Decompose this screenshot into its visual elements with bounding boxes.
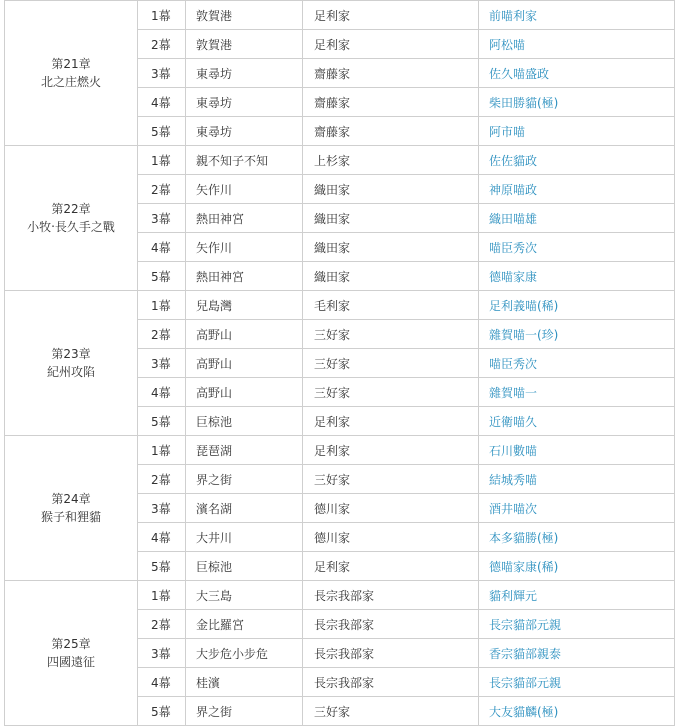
act-cell: 1幕 <box>138 1 186 30</box>
reward-link[interactable]: 德喵家康 <box>489 269 538 284</box>
reward-cell <box>479 523 675 552</box>
reward-link[interactable]: 長宗貓部元親 <box>489 675 562 690</box>
act-cell: 3幕 <box>138 349 186 378</box>
reward-link[interactable]: 前喵利家 <box>489 8 538 23</box>
reward-cell <box>479 175 675 204</box>
stage-cell: 巨椋池 <box>186 552 303 581</box>
act-cell: 2幕 <box>138 175 186 204</box>
stage-cell: 大三島 <box>186 581 303 610</box>
chapter-cell <box>5 581 138 726</box>
stage-cell: 琵琶湖 <box>186 436 303 465</box>
chapter-number: 第21章 <box>51 57 91 71</box>
reward-link[interactable]: 香宗貓部親泰 <box>489 646 562 661</box>
act-cell: 1幕 <box>138 436 186 465</box>
clan-cell: 毛利家 <box>303 291 479 320</box>
clan-cell: 長宗我部家 <box>303 668 479 697</box>
act-cell: 4幕 <box>138 233 186 262</box>
act-cell: 5幕 <box>138 117 186 146</box>
clan-cell: 長宗我部家 <box>303 581 479 610</box>
act-cell: 3幕 <box>138 204 186 233</box>
reward-link[interactable]: 喵臣秀次 <box>489 240 538 255</box>
clan-cell: 德川家 <box>303 494 479 523</box>
act-cell: 5幕 <box>138 552 186 581</box>
clan-cell: 三好家 <box>303 320 479 349</box>
reward-cell <box>479 639 675 668</box>
reward-cell <box>479 204 675 233</box>
reward-link[interactable]: 阿松喵 <box>489 37 526 52</box>
act-cell: 2幕 <box>138 30 186 59</box>
table-row <box>5 1 675 30</box>
clan-cell: 織田家 <box>303 233 479 262</box>
stage-cell: 桂濱 <box>186 668 303 697</box>
chapter-number: 第23章 <box>51 347 91 361</box>
clan-cell: 三好家 <box>303 697 479 726</box>
reward-link[interactable]: 貓利輝元 <box>489 588 538 603</box>
reward-cell <box>479 1 675 30</box>
reward-cell <box>479 378 675 407</box>
reward-link[interactable]: 本多貓勝(極) <box>489 530 559 545</box>
act-cell: 2幕 <box>138 320 186 349</box>
chapter-title: 小牧‧長久手之戰 <box>27 220 115 234</box>
reward-link[interactable]: 喵臣秀次 <box>489 356 538 371</box>
stage-cell: 東尋坊 <box>186 88 303 117</box>
reward-link[interactable]: 德喵家康(稀) <box>489 559 559 574</box>
reward-link[interactable]: 酒井喵次 <box>489 501 538 516</box>
act-cell: 5幕 <box>138 262 186 291</box>
chapter-stage-table <box>4 0 675 726</box>
reward-cell <box>479 59 675 88</box>
reward-cell <box>479 349 675 378</box>
act-cell: 4幕 <box>138 668 186 697</box>
stage-cell: 矢作川 <box>186 175 303 204</box>
stage-cell: 界之街 <box>186 465 303 494</box>
clan-cell: 織田家 <box>303 262 479 291</box>
clan-cell: 長宗我部家 <box>303 610 479 639</box>
act-cell: 3幕 <box>138 639 186 668</box>
chapter-title: 北之庄燃火 <box>40 75 101 89</box>
reward-link[interactable]: 石川數喵 <box>489 443 538 458</box>
chapter-cell <box>5 146 138 291</box>
stage-cell: 矢作川 <box>186 233 303 262</box>
table-row <box>5 581 675 610</box>
clan-cell: 齋藤家 <box>303 59 479 88</box>
reward-link[interactable]: 阿市喵 <box>489 124 526 139</box>
clan-cell: 三好家 <box>303 378 479 407</box>
clan-cell: 足利家 <box>303 1 479 30</box>
stage-cell: 親不知子不知 <box>186 146 303 175</box>
chapter-title: 四國遠征 <box>46 655 95 669</box>
reward-link[interactable]: 佐久喵盛政 <box>489 66 550 81</box>
act-cell: 2幕 <box>138 465 186 494</box>
act-cell: 5幕 <box>138 407 186 436</box>
chapter-cell <box>5 291 138 436</box>
reward-cell <box>479 146 675 175</box>
stage-cell: 界之街 <box>186 697 303 726</box>
chapter-number: 第24章 <box>51 492 91 506</box>
table-row <box>5 436 675 465</box>
clan-cell: 齋藤家 <box>303 88 479 117</box>
reward-cell <box>479 117 675 146</box>
act-cell: 1幕 <box>138 146 186 175</box>
clan-cell: 三好家 <box>303 465 479 494</box>
reward-cell <box>479 552 675 581</box>
chapter-title: 紀州攻陷 <box>46 365 95 379</box>
reward-link[interactable]: 長宗貓部元親 <box>489 617 562 632</box>
clan-cell: 德川家 <box>303 523 479 552</box>
reward-link[interactable]: 佐佐貓政 <box>489 153 538 168</box>
table-row <box>5 291 675 320</box>
reward-link[interactable]: 足利義喵(稀) <box>489 298 559 313</box>
stage-cell: 兒島灣 <box>186 291 303 320</box>
stage-cell: 東尋坊 <box>186 117 303 146</box>
stage-cell: 熱田神宮 <box>186 262 303 291</box>
stage-cell: 大井川 <box>186 523 303 552</box>
stage-cell: 高野山 <box>186 349 303 378</box>
reward-link[interactable]: 柴田勝貓(極) <box>489 95 559 110</box>
act-cell: 4幕 <box>138 88 186 117</box>
reward-cell <box>479 581 675 610</box>
act-cell: 1幕 <box>138 291 186 320</box>
table-row <box>5 146 675 175</box>
clan-cell: 織田家 <box>303 204 479 233</box>
act-cell: 5幕 <box>138 697 186 726</box>
clan-cell: 足利家 <box>303 436 479 465</box>
act-cell: 3幕 <box>138 494 186 523</box>
reward-link[interactable]: 織田喵雄 <box>489 211 538 226</box>
stage-cell: 大步危小步危 <box>186 639 303 668</box>
act-cell: 4幕 <box>138 378 186 407</box>
stage-cell: 熱田神宮 <box>186 204 303 233</box>
stage-cell: 敦賀港 <box>186 30 303 59</box>
chapter-cell <box>5 1 138 146</box>
clan-cell: 三好家 <box>303 349 479 378</box>
table-body <box>5 1 675 726</box>
stage-cell: 金比羅宮 <box>186 610 303 639</box>
reward-cell <box>479 30 675 59</box>
reward-cell <box>479 610 675 639</box>
reward-link[interactable]: 大友貓麟(極) <box>489 704 559 719</box>
act-cell: 3幕 <box>138 59 186 88</box>
reward-cell <box>479 233 675 262</box>
clan-cell: 上杉家 <box>303 146 479 175</box>
reward-cell <box>479 88 675 117</box>
chapter-number: 第25章 <box>51 637 91 651</box>
clan-cell: 足利家 <box>303 552 479 581</box>
stage-cell: 敦賀港 <box>186 1 303 30</box>
reward-link[interactable]: 雜賀喵一 <box>489 385 538 400</box>
chapter-number: 第22章 <box>51 202 91 216</box>
clan-cell: 足利家 <box>303 30 479 59</box>
act-cell: 2幕 <box>138 610 186 639</box>
stage-cell: 東尋坊 <box>186 59 303 88</box>
chapter-title: 猴子和狸貓 <box>40 510 101 524</box>
reward-cell <box>479 291 675 320</box>
chapter-cell <box>5 436 138 581</box>
clan-cell: 長宗我部家 <box>303 639 479 668</box>
act-cell: 4幕 <box>138 523 186 552</box>
act-cell: 1幕 <box>138 581 186 610</box>
reward-link[interactable]: 近衛喵久 <box>489 414 538 429</box>
reward-link[interactable]: 結城秀喵 <box>489 472 538 487</box>
stage-cell: 高野山 <box>186 320 303 349</box>
stage-cell: 巨椋池 <box>186 407 303 436</box>
clan-cell: 齋藤家 <box>303 117 479 146</box>
reward-cell <box>479 494 675 523</box>
reward-cell <box>479 262 675 291</box>
reward-cell <box>479 668 675 697</box>
stage-cell: 濱名湖 <box>186 494 303 523</box>
reward-cell <box>479 320 675 349</box>
reward-link[interactable]: 神原喵政 <box>489 182 538 197</box>
reward-cell <box>479 697 675 726</box>
clan-cell: 織田家 <box>303 175 479 204</box>
stage-cell: 高野山 <box>186 378 303 407</box>
reward-link[interactable]: 雜賀喵一(珍) <box>489 327 559 342</box>
reward-cell <box>479 436 675 465</box>
reward-cell <box>479 465 675 494</box>
reward-cell <box>479 407 675 436</box>
clan-cell: 足利家 <box>303 407 479 436</box>
